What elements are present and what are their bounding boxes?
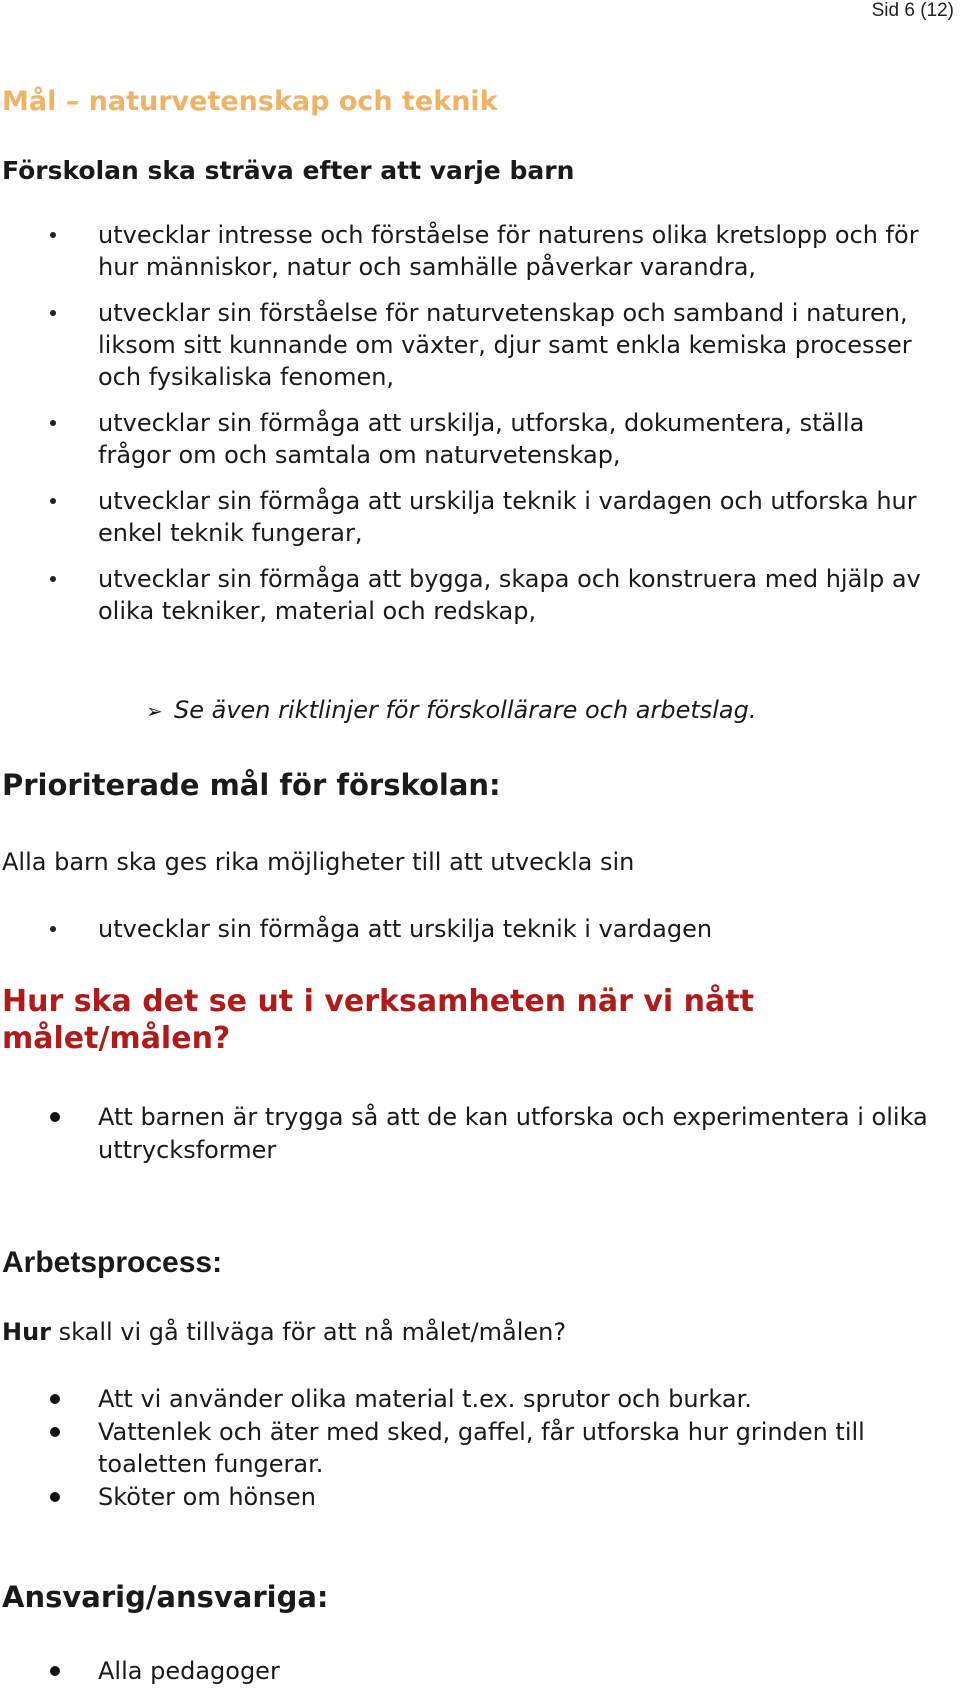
- bullet-icon: [50, 310, 56, 316]
- list-item-text: Sköter om hönsen: [98, 1482, 316, 1511]
- bullet-icon: [50, 576, 56, 582]
- bullet-icon: [50, 232, 56, 238]
- list-item: [0, 297, 938, 393]
- bullet-icon: [50, 926, 56, 932]
- bullet-icon: [50, 1666, 60, 1676]
- bullet-icon: [50, 498, 56, 504]
- list-item: [0, 1383, 958, 1416]
- list-item-text: Alla pedagoger: [98, 1657, 280, 1685]
- list-item: [0, 563, 938, 627]
- list-item: [0, 485, 938, 549]
- bullet-icon: [50, 420, 56, 426]
- process-question-bold: Hur: [2, 1318, 52, 1346]
- goal-list: [0, 219, 938, 641]
- page-number: Sid 6 (12): [871, 0, 954, 21]
- process-list: [0, 1383, 958, 1513]
- priority-heading: Prioriterade mål för förskolan:: [2, 768, 501, 802]
- outcome-list: [0, 1101, 958, 1167]
- process-heading: Arbetsprocess:: [2, 1246, 223, 1279]
- list-item-text: utvecklar sin förståelse för naturvetenskap och samband i naturen, liksom sitt kunnande om växter, djur samt enkla kemiska processer och fysikaliska fenomen,: [98, 299, 912, 391]
- list-item: [0, 407, 938, 471]
- responsible-heading: Ansvarig/ansvariga:: [2, 1580, 329, 1614]
- list-item-text: Att vi använder olika material t.ex. sprutor och burkar.: [98, 1385, 752, 1413]
- bullet-icon: [50, 1427, 60, 1437]
- arrow-bullet-icon: ➢: [146, 699, 163, 723]
- see-also-note: [146, 696, 757, 724]
- see-also-text: Se även riktlinjer för förskollärare och arbetslag.: [174, 696, 757, 724]
- list-item: [0, 913, 712, 945]
- process-question: [2, 1318, 566, 1346]
- bullet-icon: [50, 1492, 60, 1502]
- list-item-text: Att barnen är trygga så att de kan utforska och experimentera i olika uttrycksformer: [98, 1103, 928, 1164]
- bullet-icon: [50, 1394, 60, 1404]
- list-item: [0, 1416, 958, 1481]
- process-question-rest: skall vi gå tillväga för att nå målet/målen?: [51, 1318, 567, 1346]
- responsible-list: [0, 1655, 280, 1687]
- list-item: [0, 219, 938, 283]
- list-item-text: Vattenlek och äter med sked, gaffel, får utforska hur grinden till toaletten fungerar.: [98, 1417, 865, 1478]
- list-item-text: utvecklar sin förmåga att urskilja teknik i vardagen: [98, 915, 713, 943]
- goal-heading: Mål – naturvetenskap och teknik: [2, 86, 498, 117]
- list-item-text: utvecklar sin förmåga att bygga, skapa och konstruera med hjälp av olika tekniker, material och redskap,: [98, 565, 921, 625]
- list-item: [0, 1101, 958, 1167]
- outcome-heading: Hur ska det se ut i verksamheten när vi nått målet/målen?: [2, 984, 754, 1056]
- priority-intro: Alla barn ska ges rika möjligheter till att utveckla sin: [2, 848, 635, 876]
- list-item-text: utvecklar intresse och förståelse för naturens olika kretslopp och för hur människor, natur och samhälle påverkar varandra,: [98, 221, 919, 281]
- list-item: [0, 1655, 280, 1687]
- list-item-text: utvecklar sin förmåga att urskilja teknik i vardagen och utforska hur enkel teknik fungerar,: [98, 487, 917, 547]
- list-item: [0, 1481, 958, 1514]
- goal-subheading: Förskolan ska sträva efter att varje barn: [2, 156, 575, 185]
- bullet-icon: [50, 1112, 60, 1122]
- list-item-text: utvecklar sin förmåga att urskilja, utforska, dokumentera, ställa frågor om och samtala om naturvetenskap,: [98, 409, 865, 469]
- priority-list: [0, 913, 712, 945]
